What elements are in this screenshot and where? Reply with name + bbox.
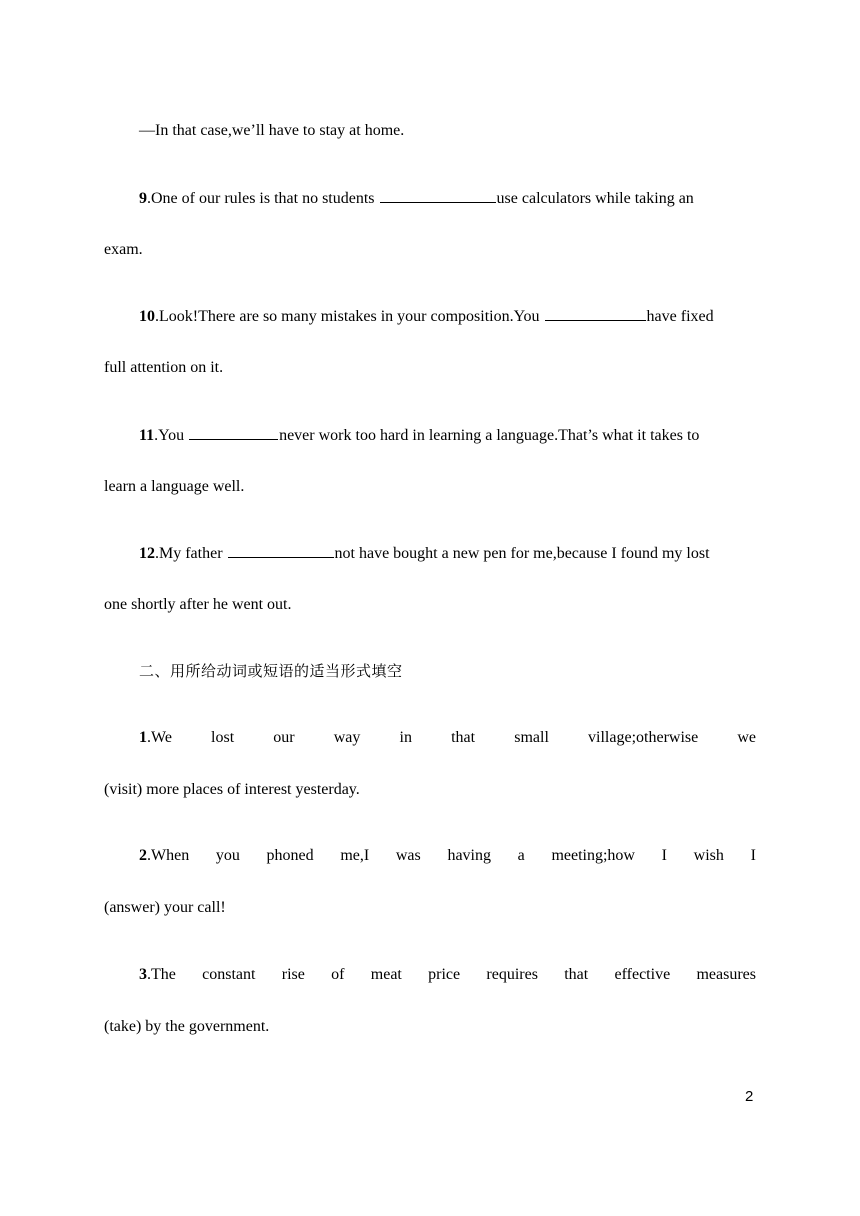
- word: [139, 846, 189, 866]
- question-12-part1: [139, 543, 710, 564]
- question-text: learn a language well.: [104, 478, 245, 495]
- question-text: one shortly after he went out.: [104, 596, 292, 613]
- word: meeting;how: [551, 847, 635, 864]
- fill-question-1: [139, 728, 756, 748]
- word: me,I: [340, 847, 370, 864]
- word: our: [273, 729, 295, 746]
- section-heading: [139, 661, 756, 681]
- answer-blank[interactable]: [380, 188, 496, 203]
- question-number: 2: [139, 847, 147, 864]
- question-text: .You: [154, 427, 185, 444]
- word: meat: [370, 966, 402, 983]
- question-text: not have bought a new pen for me,because I found my lost: [334, 545, 710, 562]
- question-text: have fixed: [646, 308, 714, 325]
- question-number: 10: [139, 308, 155, 325]
- question-text: full attention on it.: [104, 359, 224, 376]
- word: a: [517, 847, 525, 864]
- question-12: [139, 543, 756, 564]
- word: price: [428, 966, 461, 983]
- word-text: .When: [147, 847, 190, 864]
- fill-question-1-continuation: [104, 780, 756, 800]
- question-number: 3: [139, 966, 147, 983]
- dialog-line: [139, 121, 756, 141]
- word: small: [514, 729, 549, 746]
- question-11: [139, 425, 756, 446]
- word: phoned: [266, 847, 314, 864]
- question-text: .My father: [155, 545, 223, 562]
- word: wish: [693, 847, 724, 864]
- word: [139, 965, 176, 985]
- question-number: 12: [139, 545, 155, 562]
- question-text: (visit) more places of interest yesterday.: [104, 781, 360, 798]
- question-text: .Look!There are so many mistakes in your composition.You: [155, 308, 540, 325]
- question-10-continuation: [104, 358, 756, 378]
- dialog-text: —In that case,we’ll have to stay at home.: [139, 122, 405, 139]
- word: [139, 728, 172, 748]
- word: that: [451, 729, 476, 746]
- question-text: (answer) your call!: [104, 899, 226, 916]
- word: lost: [211, 729, 235, 746]
- word-text: .We: [147, 729, 172, 746]
- word: I: [661, 847, 667, 864]
- question-12-continuation: [104, 595, 756, 615]
- word: having: [447, 847, 491, 864]
- question-text: .One of our rules is that no students: [147, 190, 375, 207]
- question-11-continuation: [104, 477, 756, 497]
- fill-question-2-continuation: [104, 898, 756, 918]
- question-11-part1: [139, 425, 699, 446]
- question-text: use calculators while taking an: [496, 190, 694, 207]
- answer-blank[interactable]: [189, 425, 278, 440]
- word: was: [395, 847, 421, 864]
- word: constant: [202, 966, 256, 983]
- answer-blank[interactable]: [545, 306, 646, 321]
- word: I: [750, 847, 756, 864]
- page-number: 2: [745, 1088, 754, 1105]
- word: you: [215, 847, 240, 864]
- word: village;otherwise: [588, 729, 699, 746]
- question-9-continuation: [104, 240, 756, 260]
- question-text: (take) by the government.: [104, 1018, 270, 1035]
- question-text: exam.: [104, 241, 143, 258]
- fill-question-3-continuation: [104, 1017, 756, 1037]
- word: way: [333, 729, 361, 746]
- word: rise: [281, 966, 305, 983]
- question-text: never work too hard in learning a language.That’s what it takes to: [279, 427, 700, 444]
- question-number: 9: [139, 190, 147, 207]
- word: that: [564, 966, 589, 983]
- word: requires: [486, 966, 538, 983]
- answer-blank[interactable]: [228, 543, 334, 558]
- word: we: [737, 729, 756, 746]
- fill-question-3: [139, 965, 756, 985]
- fill-question-2: [139, 846, 756, 866]
- question-number: 11: [139, 427, 155, 444]
- question-9: [139, 188, 756, 209]
- word: effective: [614, 966, 671, 983]
- word-text: .The: [147, 966, 176, 983]
- question-number: 1: [139, 729, 147, 746]
- section-heading-text: 二、用所给动词或短语的适当形式填空: [139, 662, 403, 680]
- question-9-part1: [139, 188, 694, 209]
- question-10: [139, 306, 756, 327]
- word: in: [399, 729, 412, 746]
- word: measures: [696, 966, 756, 983]
- word: of: [331, 966, 345, 983]
- question-10-part1: [139, 306, 714, 327]
